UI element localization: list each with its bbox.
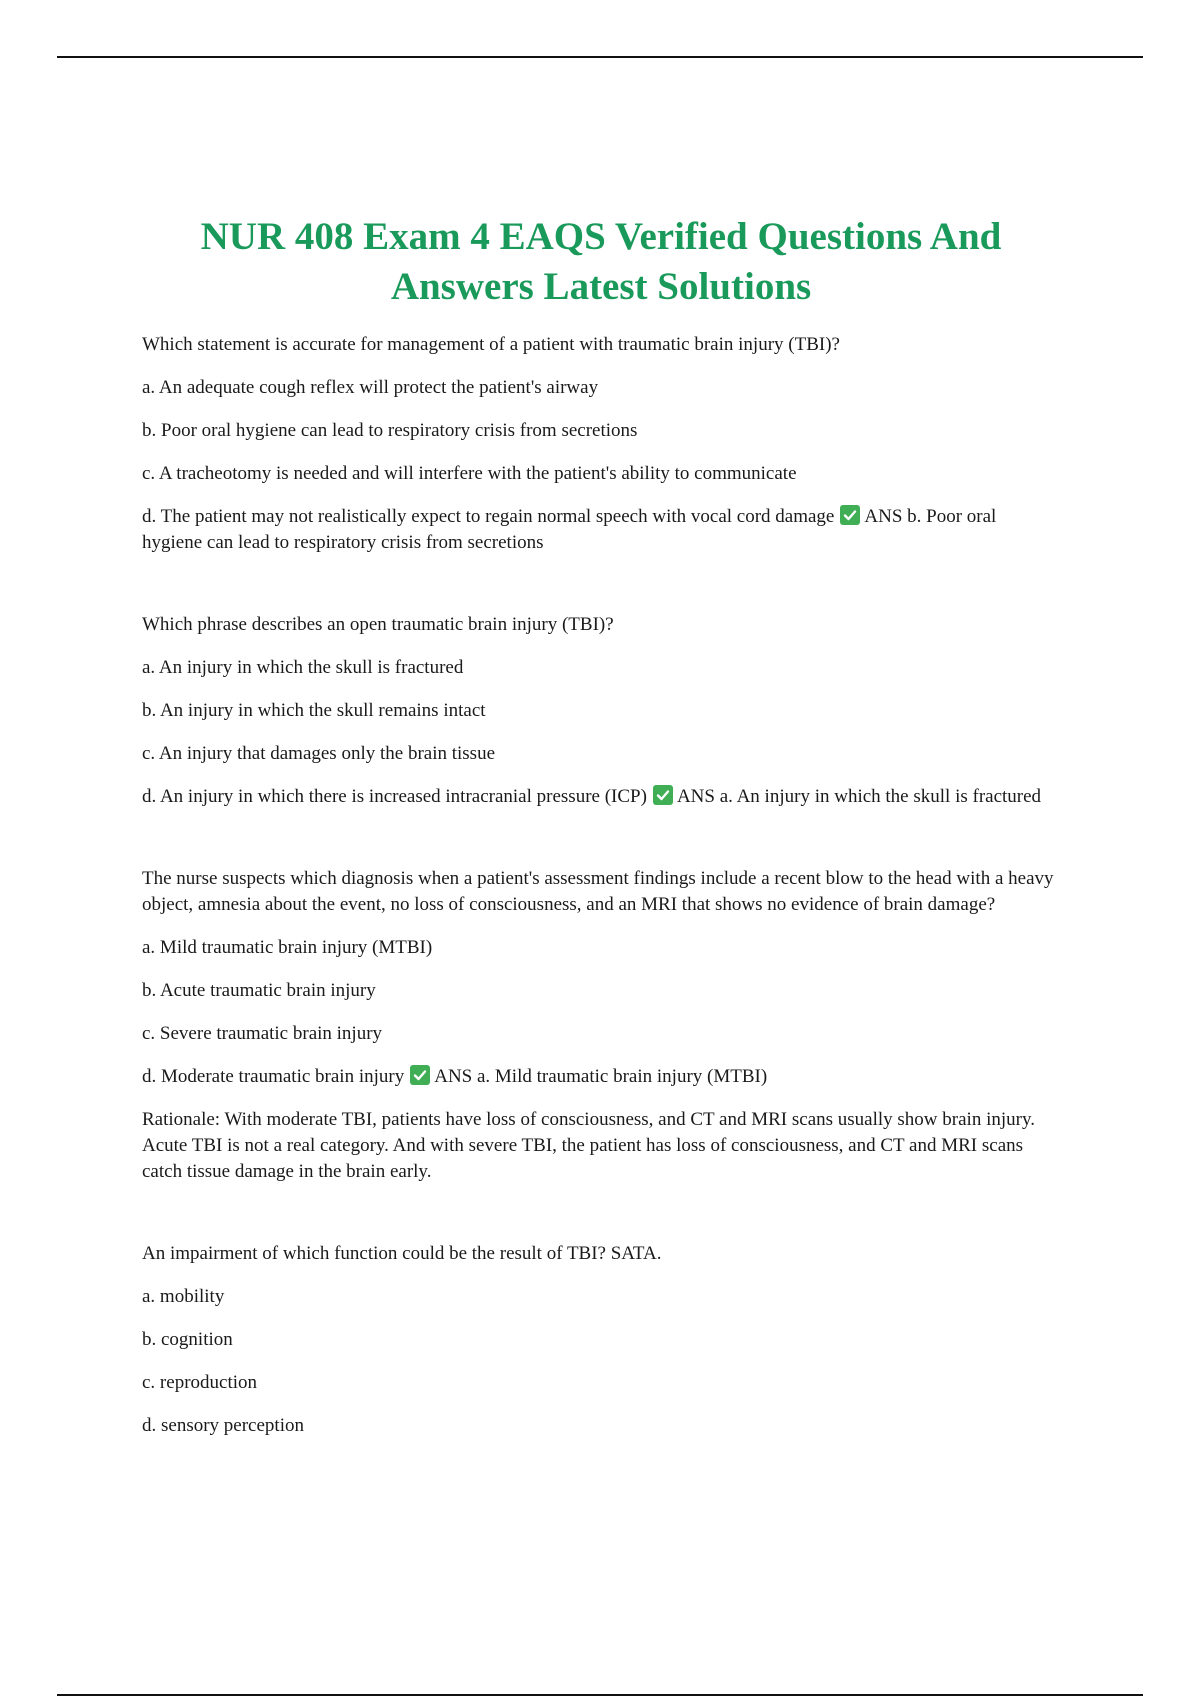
option-b: b. An injury in which the skull remains intact xyxy=(142,700,486,721)
checkmark-icon xyxy=(840,505,860,525)
question-block-1 xyxy=(142,332,1060,556)
option-c: c. A tracheotomy is needed and will interfere with the patient's ability to communicate xyxy=(142,463,797,484)
question-block-3 xyxy=(142,866,1060,1185)
option-b: b. Poor oral hygiene can lead to respiratory crisis from secretions xyxy=(142,420,638,441)
checkmark-icon xyxy=(653,785,673,805)
answer-text: ANS b. Poor oral hygiene can lead to respiratory crisis from secretions xyxy=(142,506,997,553)
question-block-2 xyxy=(142,612,1060,810)
bottom-rule xyxy=(57,1694,1143,1696)
option-c: c. reproduction xyxy=(142,1372,258,1393)
question-text: Which statement is accurate for management of a patient with traumatic brain injury (TBI)? xyxy=(142,334,840,355)
option-a: a. An adequate cough reflex will protect the patient's airway xyxy=(142,377,599,398)
option-b: b. Acute traumatic brain injury xyxy=(142,980,376,1001)
question-block-4 xyxy=(142,1241,1060,1439)
option-d: d. The patient may not realistically expect to regain normal speech with vocal cord damage xyxy=(142,506,835,527)
option-d-with-answer xyxy=(142,504,1060,556)
answer-text: ANS a. An injury in which the skull is fractured xyxy=(676,786,1042,807)
rationale-text: Rationale: With moderate TBI, patients have loss of consciousness, and CT and MRI scans usually show brain injury. Acute TBI is not a real category. And with severe TBI, the patient has loss of consciousness, and CT and MRI scans catch tissue damage in the brain early. xyxy=(142,1109,1035,1182)
option-d: d. Moderate traumatic brain injury xyxy=(142,1066,405,1087)
question-text: The nurse suspects which diagnosis when a patient's assessment findings include a recent blow to the head with a heavy object, amnesia about the event, no loss of consciousness, and an MRI that shows no evidence of brain damage? xyxy=(142,868,1054,915)
option-a: a. Mild traumatic brain injury (MTBI) xyxy=(142,937,433,958)
option-c: c. An injury that damages only the brain tissue xyxy=(142,743,496,764)
option-d-with-answer xyxy=(142,784,1060,810)
option-d: d. An injury in which there is increased intracranial pressure (ICP) xyxy=(142,786,647,807)
top-rule xyxy=(57,56,1143,58)
question-text: Which phrase describes an open traumatic brain injury (TBI)? xyxy=(142,614,614,635)
document-title: NUR 408 Exam 4 EAQS Verified Questions And Answers Latest Solutions xyxy=(200,215,1002,308)
option-a: a. An injury in which the skull is fractured xyxy=(142,657,464,678)
answer-text: ANS a. Mild traumatic brain injury (MTBI) xyxy=(434,1066,768,1087)
option-d: d. sensory perception xyxy=(142,1415,304,1436)
question-text: An impairment of which function could be the result of TBI? SATA. xyxy=(142,1243,662,1264)
option-d-with-answer xyxy=(142,1064,1060,1090)
document-body xyxy=(142,212,1060,1456)
checkmark-icon xyxy=(410,1065,430,1085)
option-c: c. Severe traumatic brain injury xyxy=(142,1023,383,1044)
option-b: b. cognition xyxy=(142,1329,233,1350)
option-a: a. mobility xyxy=(142,1286,225,1307)
